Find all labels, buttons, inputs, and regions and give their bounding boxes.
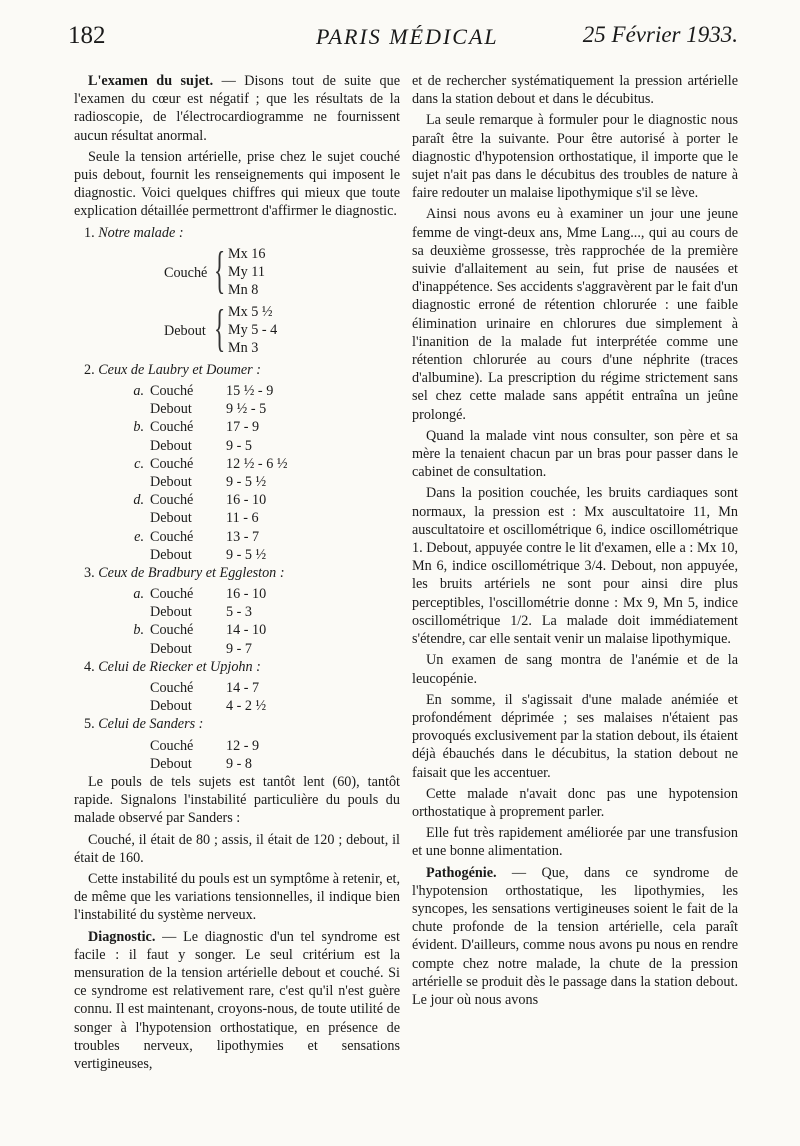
paragraph: Le pouls de tels sujets est tantôt lent (60), tantôt rapide. Signalons l'instabilité particulière du pouls du malade observé par Sanders : [74, 774, 400, 827]
row-value: 9 - 5 ½ [226, 473, 267, 490]
measurement-row [74, 737, 400, 755]
measurement-row [74, 400, 400, 418]
measurement-row [74, 455, 400, 473]
paragraph: Cette malade n'avait donc pas une hypotension orthostatique à proprement parler. [412, 785, 738, 820]
paragraph: Dans la position couchée, les bruits cardiaques sont normaux, la pression est : Mx auscultatoire 11, Mn auscultatoire et oscillométrique 6, indice oscillométrique 1. Debout, appuyée contre le lit d'examen, elle a : Mx 10, Mn 6, indice oscillométrique 3/4. Debout, non appuyée, les bruits artériels ne sont pour ainsi dire plus perceptibles, l'oscillométrie donne : Mx 9, Mn 5, indice oscillométrique 1/2. La malade doit immédiatement s'étendre, car elle sentait venir un malaise lipothymique. [412, 485, 738, 648]
measurement-row [74, 585, 400, 603]
paragraph: La seule remarque à formuler pour le diagnostic nous paraît être la suivante. Pour être autorisé à porter le diagnostic d'hypotension orthostatique, il importe que le sujet n'ait pas dans le décubitus des troubles de nature à faire redouter un malaise lipothymique s'il se lève. [412, 112, 738, 202]
measurement-row [74, 528, 400, 546]
paragraph: Couché, il était de 80 ; assis, il était de 120 ; debout, il était de 160. [74, 831, 400, 866]
paragraph: Cette instabilité du pouls est un symptôme à retenir, et, de même que les variations tensionnelles, il indique bien l'instabilité du système nerveux. [74, 871, 400, 924]
section-text-examen: — Disons tout de suite que l'examen du cœur est négatif ; que les résultats de la radioscopie, de l'électrocardiogramme ne fournissent aucun résultat anormal. [74, 73, 400, 144]
row-letter [74, 679, 150, 697]
row-position: Debout [150, 401, 192, 418]
measurement-row [74, 382, 400, 400]
section-text-diagnostic: — Le diagnostic d'un tel syndrome est facile : il faut y songer. Le seul critérium est la mensuration de la tension artérielle debout et couché. Si ce syndrome est relativement rare, c'est qu'il n'est guère connu. Il est maintenant, croyons-nous, de toute utilité de songer à l'hypotension orthostatique, en présence de troubles nerveux, lipothymies et sensations vertigineuses, [74, 928, 400, 1073]
measurement-row [74, 640, 400, 658]
row-position: Couché [150, 492, 194, 509]
row-letter [74, 400, 150, 418]
row-value: 9 - 5 ½ [226, 546, 267, 563]
list-title: Ceux de Bradbury et Eggleston : [98, 564, 285, 581]
list-item-heading [74, 564, 400, 582]
measurement-row [74, 437, 400, 455]
row-value: 14 - 10 [226, 622, 267, 639]
row-position: Couché [150, 455, 194, 472]
list-number: 1. [84, 224, 99, 241]
list-number: 3. [84, 564, 99, 581]
row-position: Debout [150, 604, 192, 621]
row-value: 16 - 10 [226, 492, 267, 509]
list-item-heading [74, 658, 400, 676]
row-position: Debout [150, 640, 192, 657]
value: Mx 5 ½ [228, 303, 273, 320]
brace-values [228, 245, 265, 300]
value: Mx 16 [228, 245, 266, 262]
row-letter: a. [133, 383, 144, 400]
row-position: Debout [150, 546, 192, 563]
section-title-pathogenie: Pathogénie. [426, 864, 497, 881]
row-letter [74, 737, 150, 755]
row-value: 17 - 9 [226, 419, 260, 436]
row-value: 14 - 7 [226, 680, 260, 697]
right-column [412, 72, 738, 1012]
paragraph: Ainsi nous avons eu à examiner un jour une jeune femme de vingt-deux ans, Mme Lang..., qui au cours de sa deuxième grossesse, très rapprochée de la première suivie d'allaitement au sein, fut prise de nausées et d'inappétence. Ses accidents s'aggravèrent par le fait d'un diagnostic erroné de rétention chlorurée : une faible élimination urinaire en chlorures due simplement à l'inanition de la malade fut interprétée comme une rétention chlorurée au cours d'une néphrite (traces d'albumine). La prescription du régime strictement sans sel chez cette malade sans appétit entraîna un jeûne prolongé. [412, 206, 738, 423]
measurement-row [74, 621, 400, 639]
row-position: Debout [150, 755, 192, 772]
row-letter: e. [134, 528, 144, 545]
section-pathogenie [412, 864, 738, 1010]
list-title: Notre malade : [98, 224, 184, 241]
list-number: 2. [84, 361, 99, 378]
row-letter [74, 640, 150, 658]
measurement-table [74, 737, 400, 773]
row-position: Debout [150, 473, 192, 490]
row-letter [74, 509, 150, 527]
row-value: 12 - 9 [226, 737, 260, 754]
row-value: 5 - 3 [226, 604, 253, 621]
row-letter: b. [133, 622, 144, 639]
list-item-heading [74, 715, 400, 733]
page-header [68, 22, 738, 56]
paragraph: Un examen de sang montra de l'anémie et de la leucopénie. [412, 652, 738, 687]
section-text-pathogenie: — Que, dans ce syndrome de l'hypotension orthostatique, les lipothymies, les syncopes, les sensations vertigineuses soient le fait de la chute profonde de la tension artérielle, cela paraît évident. D'ailleurs, comme nous avons pu nous en rendre compte chez notre malade, la chute de la pression artérielle se produit dès le passage dans la station debout. Le jour où nous avons [412, 864, 738, 1008]
section-title-examen: L'examen du sujet. [88, 73, 214, 89]
row-letter [74, 473, 150, 491]
list-title: Celui de Sanders : [98, 716, 204, 733]
brace-group-couche [74, 241, 400, 301]
measurement-row [74, 473, 400, 491]
measurement-table [74, 382, 400, 564]
row-position: Debout [150, 510, 192, 527]
row-letter: c. [134, 455, 144, 472]
left-column [74, 72, 400, 1076]
value: Mn 8 [228, 282, 259, 299]
row-letter [74, 603, 150, 621]
row-position: Debout [150, 698, 192, 715]
measurement-table [74, 585, 400, 658]
brace-values [228, 303, 277, 358]
position-label: Couché [164, 264, 208, 281]
row-position: Couché [150, 622, 194, 639]
row-value: 13 - 7 [226, 528, 260, 545]
list-number: 5. [84, 716, 99, 733]
page-number: 182 [68, 22, 106, 49]
row-position: Couché [150, 680, 194, 697]
measurement-row [74, 491, 400, 509]
row-position: Couché [150, 528, 194, 545]
brace: { [214, 241, 226, 299]
section-examen [74, 72, 400, 145]
measurement-row [74, 509, 400, 527]
measurement-row [74, 679, 400, 697]
row-letter [74, 437, 150, 455]
row-value: 15 ½ - 9 [226, 383, 274, 400]
row-value: 9 - 5 [226, 437, 253, 454]
section-diagnostic [74, 928, 400, 1074]
measurement-table [74, 679, 400, 715]
issue-date: 25 Février 1933. [582, 22, 738, 47]
paragraph: et de rechercher systématiquement la pression artérielle dans la station debout et dans le décubitus. [412, 73, 738, 108]
paragraph: Quand la malade vint nous consulter, son père et sa mère la tenaient chacun par un bras pour passer dans le cabinet de consultation. [412, 427, 738, 481]
list-title: Celui de Riecker et Upjohn : [98, 658, 261, 675]
row-value: 9 - 8 [226, 755, 253, 772]
row-letter [74, 697, 150, 715]
row-letter: a. [133, 586, 144, 603]
row-position: Couché [150, 586, 194, 603]
row-position: Couché [150, 737, 194, 754]
row-letter: d. [133, 492, 144, 509]
measurement-row [74, 418, 400, 436]
position-label: Debout [164, 322, 206, 339]
running-title: PARIS MÉDICAL [316, 24, 499, 49]
row-letter: b. [133, 419, 144, 436]
paragraph: En somme, il s'agissait d'une malade anémiée et profondément déprimée ; ses malaises n'étaient pas provoqués exclusivement par la station debout, ils étaient déjà ébauchés dans le décubitus, la station debout ne faisait que les accentuer. [412, 691, 738, 781]
row-position: Couché [150, 383, 194, 400]
row-value: 12 ½ - 6 ½ [226, 455, 288, 472]
row-position: Couché [150, 419, 194, 436]
row-letter [74, 546, 150, 564]
value: Mn 3 [228, 340, 259, 357]
row-position: Debout [150, 437, 192, 454]
row-value: 16 - 10 [226, 586, 267, 603]
row-value: 11 - 6 [226, 510, 259, 527]
paragraph: Seule la tension artérielle, prise chez le sujet couché puis debout, fournit les renseignements qui imposent le diagnostic. Voici quelques chiffres qui mieux que toute explication détaillée permettront d'affirmer le diagnostic. [74, 148, 400, 220]
list-item-heading [74, 361, 400, 379]
row-letter [74, 755, 150, 773]
value: My 11 [228, 264, 265, 281]
measurement-row [74, 603, 400, 621]
row-value: 9 - 7 [226, 640, 253, 657]
section-title-diagnostic: Diagnostic. [88, 928, 156, 945]
row-value: 9 ½ - 5 [226, 401, 267, 418]
value: My 5 - 4 [228, 322, 278, 339]
list-title: Ceux de Laubry et Doumer : [98, 361, 261, 378]
list-item-heading [74, 224, 400, 242]
brace: { [214, 299, 226, 357]
measurement-row [74, 697, 400, 715]
paragraph: Elle fut très rapidement améliorée par une transfusion et une bonne alimentation. [412, 825, 738, 860]
brace-group-debout [74, 299, 400, 359]
measurement-row [74, 546, 400, 564]
row-value: 4 - 2 ½ [226, 698, 267, 715]
measurement-row [74, 755, 400, 773]
list-number: 4. [84, 658, 99, 675]
